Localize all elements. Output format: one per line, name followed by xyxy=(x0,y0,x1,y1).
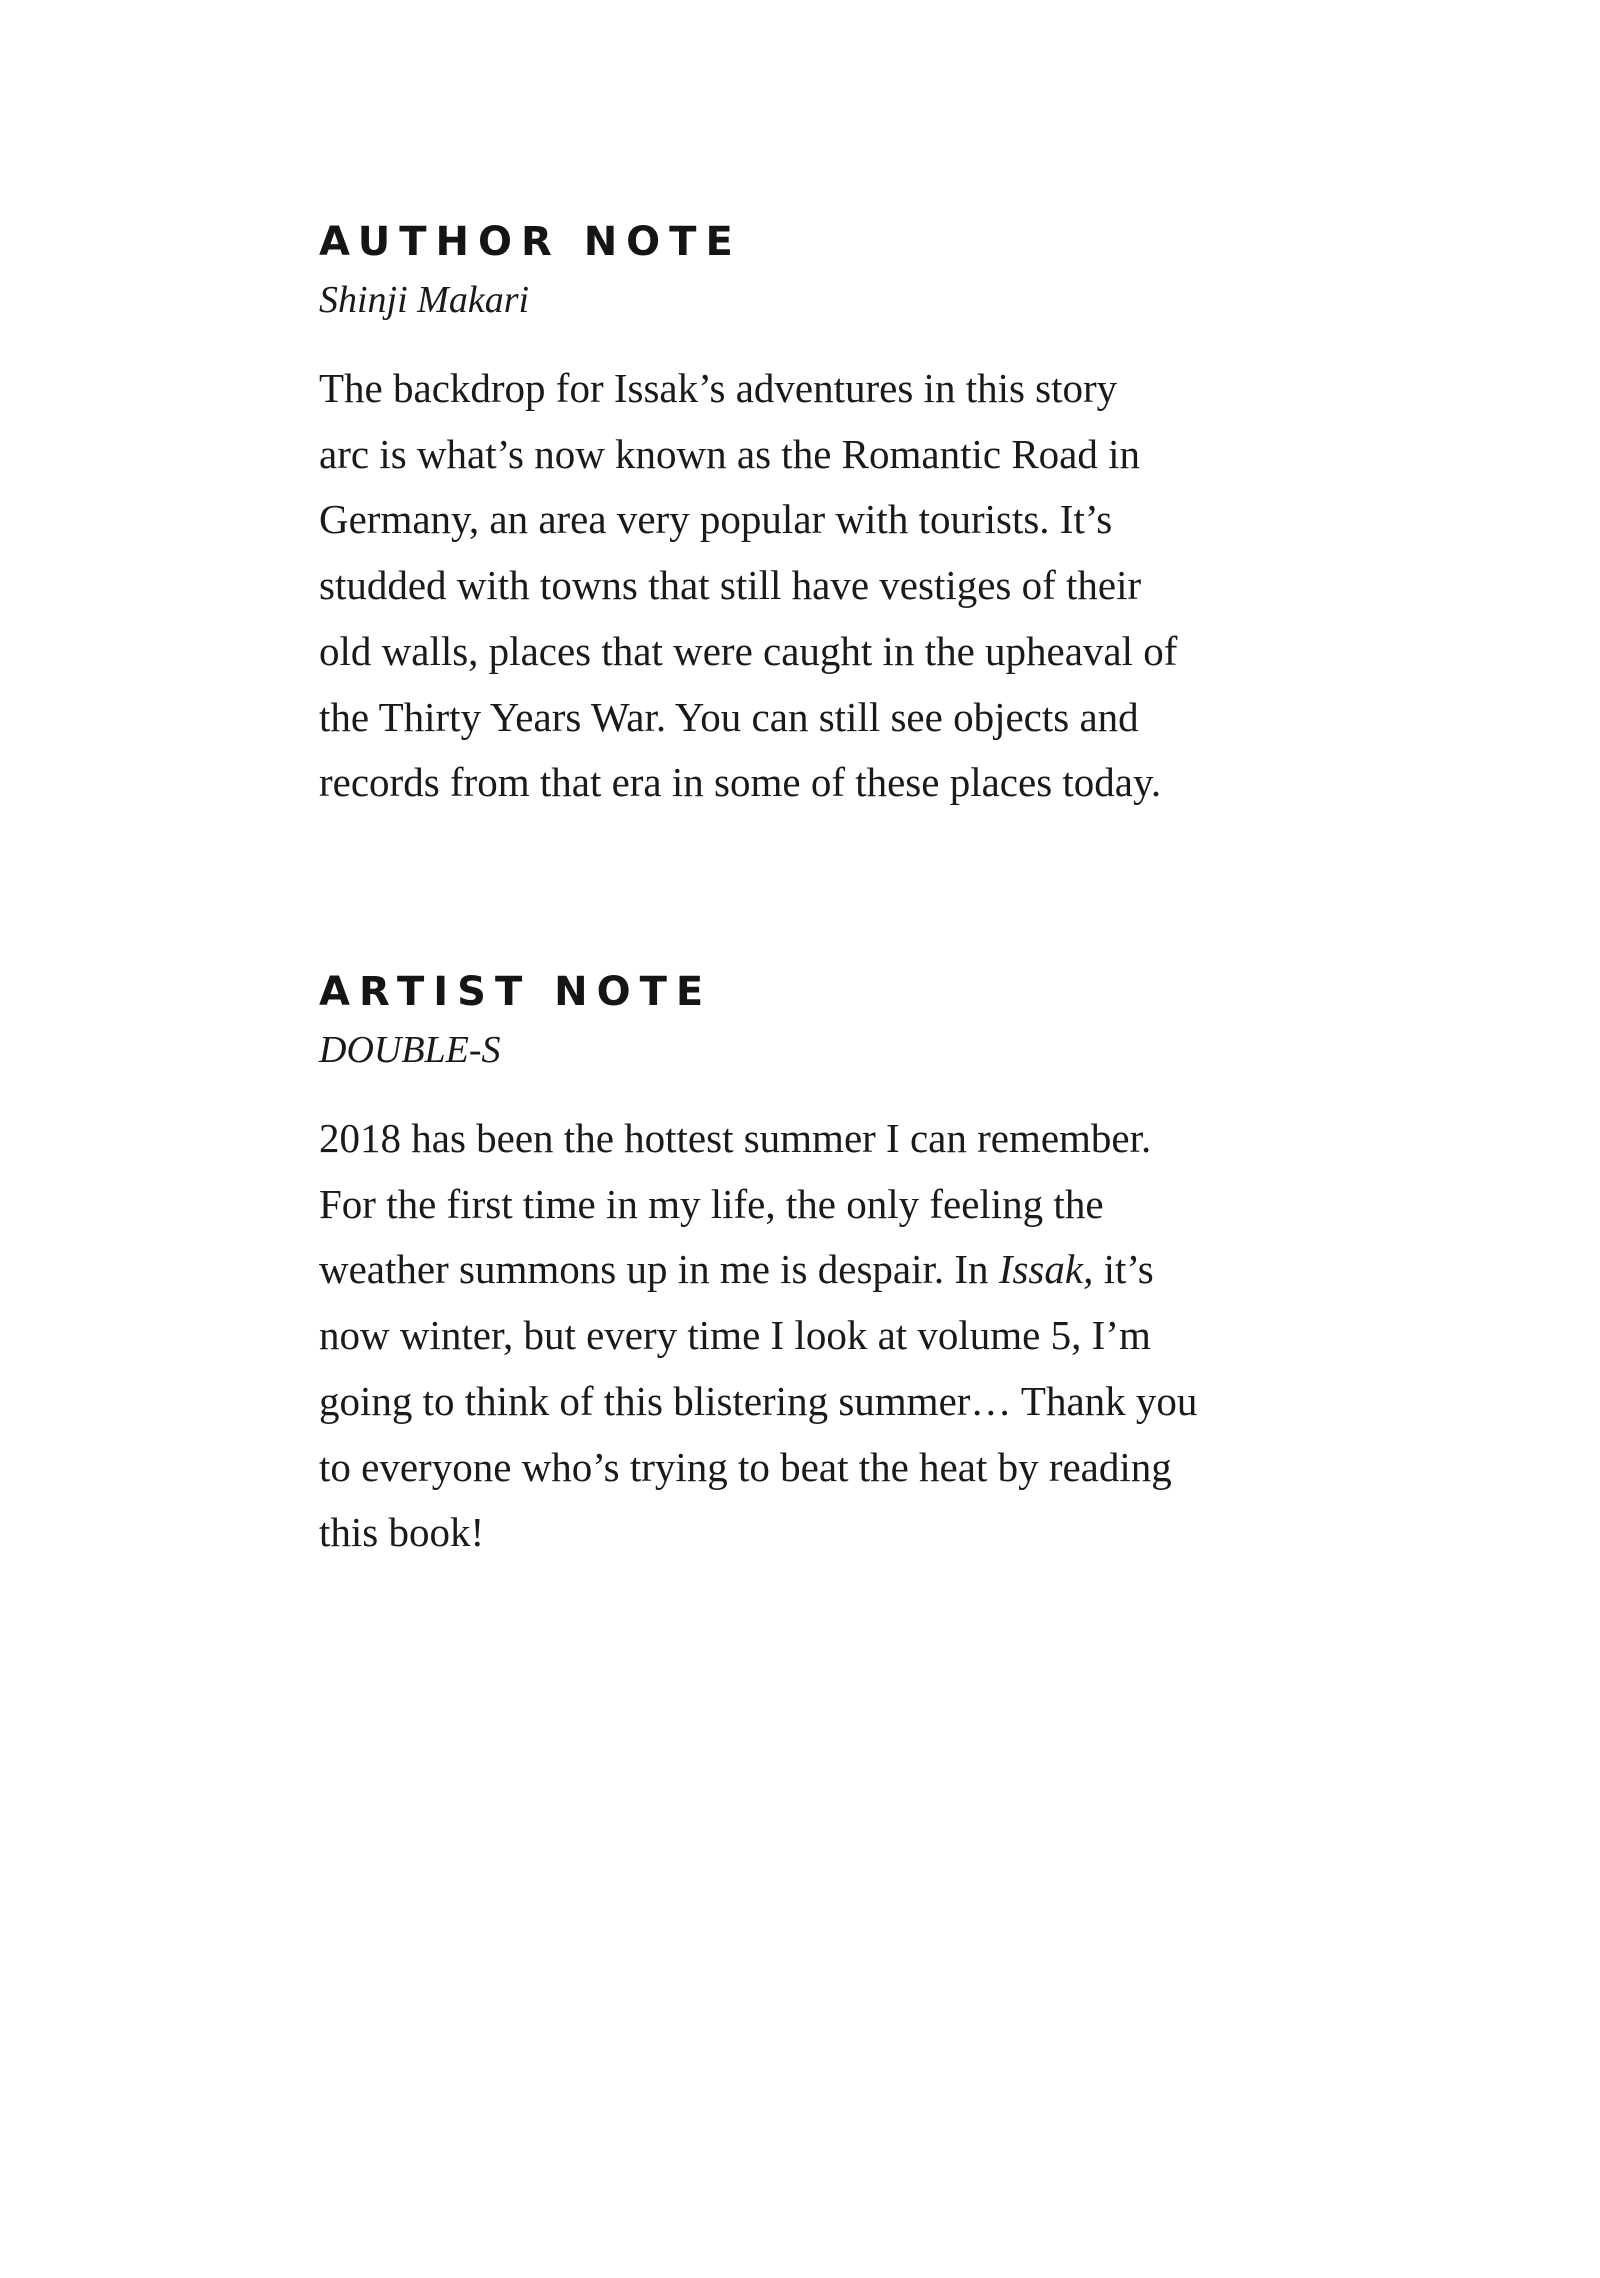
artist-note-line: now winter, but every time I look at volume 5, I’m xyxy=(319,1312,1151,1359)
artist-note-line: 2018 has been the hottest summer I can remember. xyxy=(319,1115,1152,1161)
artist-note-line xyxy=(319,1237,1319,1303)
author-name: Shinji Makari xyxy=(319,279,530,321)
artist-name: DOUBLE-S xyxy=(319,1029,501,1071)
author-note-line: The backdrop for Issak’s adventures in this story xyxy=(319,365,1118,411)
author-note-body xyxy=(319,356,1319,816)
artist-note-heading: ARTIST NOTE xyxy=(319,969,713,1015)
author-note-heading: AUTHOR NOTE xyxy=(319,219,742,265)
book-title: Issak, xyxy=(998,1246,1094,1293)
author-note-line: the Thirty Years War. You can still see objects and xyxy=(319,693,1139,740)
artist-note-line-text: it’s xyxy=(1093,1246,1154,1293)
artist-note-line: For the first time in my life, the only feeling the xyxy=(319,1180,1104,1227)
artist-note-line: to everyone who’s trying to beat the heat by reading xyxy=(319,1443,1172,1490)
author-note-section xyxy=(319,214,1319,816)
author-note-line: Germany, an area very popular with tourists. It’s xyxy=(319,496,1113,543)
artist-note-body xyxy=(319,1106,1319,1566)
artist-note-section xyxy=(319,964,1319,1566)
artist-note-line: this book! xyxy=(319,1509,485,1556)
author-note-line: old walls, places that were caught in the upheaval of xyxy=(319,627,1178,674)
artist-note-line: going to think of this blistering summer… Thank you xyxy=(319,1377,1198,1424)
author-note-line: records from that era in some of these places today. xyxy=(319,759,1162,806)
artist-note-line-text: weather summons up in me is despair. In xyxy=(319,1246,999,1293)
author-note-line: studded with towns that still have vestiges of their xyxy=(319,562,1142,609)
author-note-line: arc is what’s now known as the Romantic Road in xyxy=(319,430,1141,477)
